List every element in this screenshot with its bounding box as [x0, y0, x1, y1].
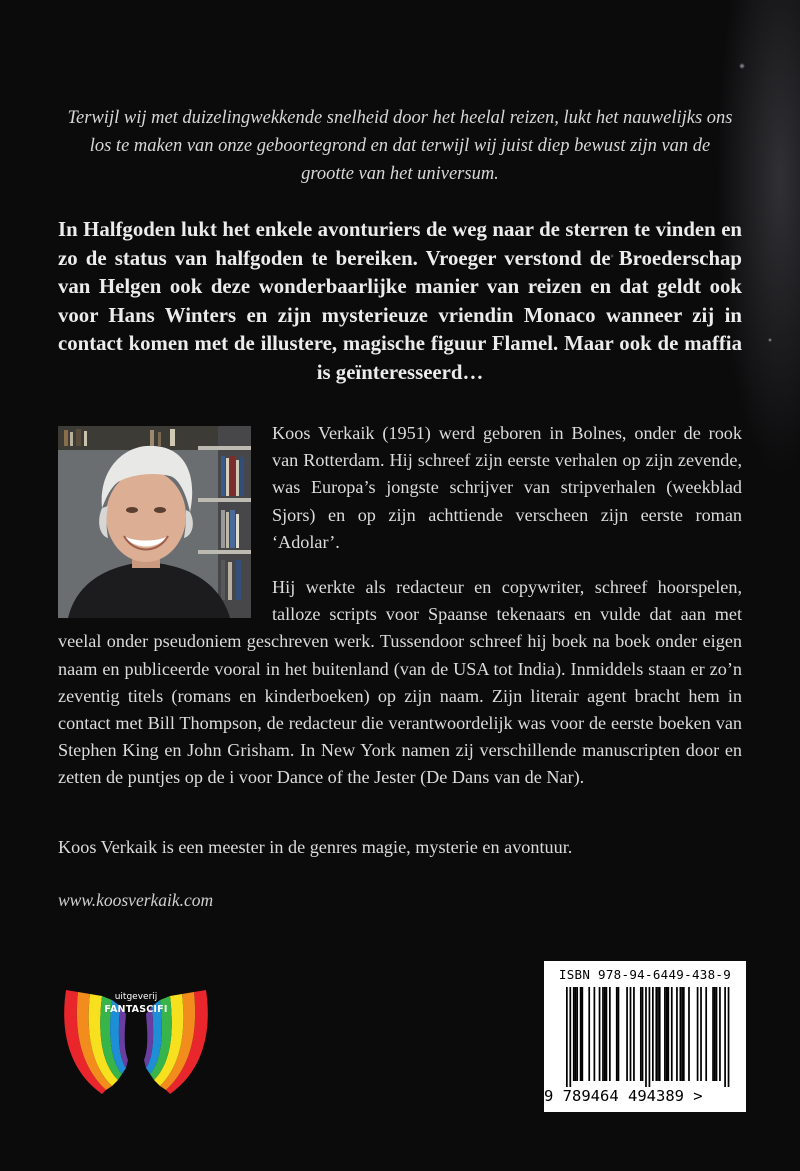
barcode-bar [659, 987, 661, 1081]
barcode-bar [681, 987, 683, 1081]
barcode-bar [642, 987, 644, 1081]
barcode-bar [705, 987, 707, 1081]
barcode-bar [630, 987, 632, 1081]
barcode-bar [666, 987, 668, 1081]
barcode-bar [618, 987, 620, 1081]
barcode-bar [652, 987, 654, 1081]
barcode-bar [569, 987, 571, 1087]
barcode-bar [645, 987, 647, 1087]
barcode-bar [700, 987, 702, 1081]
barcode-bar [640, 987, 642, 1081]
bio-paragraph-2: Hij werkte als redacteur en copywriter, schreef hoorspelen, talloze scripts voor Spaanse tekenaars en vulde dat aan met veelal onder pseudoniem geschreven werk. Tussendoor schreef hij boek na boek onder eigen naam en publiceerde vooral in het buitenland (van de USA tot India). Inmiddels staan er zo’n zeventig titels (romans en kinderboeken) op zijn naam. Zijn literair agent bracht hem in contact met Bill Thompson, de redacteur die verantwoordelijk was voor de eerste boeken van Stephen King en John Grisham. In New York namen zij verschillende manuscripten door en zetten de puntjes op de i voor Dance of the Jester (De Dans van de Nar). [58, 577, 742, 788]
barcode-icon [554, 987, 736, 1087]
barcode-bar [655, 987, 657, 1081]
barcode-bar [566, 987, 568, 1087]
barcode-bar [671, 987, 673, 1081]
barcode-bar [649, 987, 651, 1087]
isbn-label: ISBN 978-94-6449-438-9 [558, 967, 732, 982]
bio-paragraph-1: Koos Verkaik (1951) werd geboren in Bolnes, onder de rook van Rotterdam. Hij schreef zijn eerste verhalen op zijn zevende, was Europa’s jongste schrijver van stripverhalen (weekblad Sjors) en op zijn achttiende verscheen zijn eerste roman ‘Adolar’. [272, 423, 742, 552]
barcode-bar [581, 987, 583, 1081]
barcode-bar [588, 987, 590, 1081]
barcode-bar [580, 987, 582, 1081]
barcode-bar [724, 987, 726, 1087]
isbn-digits: 9 789464 494389 > [544, 1087, 703, 1105]
barcode-bar [573, 987, 575, 1081]
barcode-bar [599, 987, 601, 1081]
barcode-bar [676, 987, 678, 1081]
closing-statement: Koos Verkaik is een meester in de genres magie, mysterie en avontuur. [58, 837, 573, 857]
barcode-bar [683, 987, 685, 1081]
barcode-bar [576, 987, 578, 1081]
barcode-bar [716, 987, 718, 1081]
barcode-bar [609, 987, 611, 1081]
barcode-bar [602, 987, 604, 1081]
publisher-name: FANTASCIFI [104, 1004, 168, 1015]
barcode-bar [626, 987, 628, 1081]
publisher-label: uitgeverij [114, 992, 158, 1002]
author-bio [58, 420, 742, 810]
barcode-bar [575, 987, 577, 1081]
isbn-barcode-box [544, 961, 746, 1112]
barcode-bar [688, 987, 690, 1081]
rainbow-wings-icon [58, 970, 214, 1100]
barcode-bar [657, 987, 659, 1081]
barcode-bar [697, 987, 699, 1081]
barcode-bar [712, 987, 714, 1081]
barcode-bar [719, 987, 721, 1081]
barcode-bar [714, 987, 716, 1081]
intro-quote: Terwijl wij met duizelingwekkende snelheid door het heelal reizen, lukt het nauwelijks ons los te maken van onze geboortegrond en dat terwijl wij juist diep bewust zijn van de grootte van het universum. [67, 108, 733, 184]
barcode-bar [616, 987, 618, 1081]
author-website: www.koosverkaik.com [58, 890, 214, 910]
barcode-bar [604, 987, 606, 1081]
barcode-bar [680, 987, 682, 1081]
barcode-bar [728, 987, 730, 1087]
barcode-bar [606, 987, 608, 1081]
barcode-bar [667, 987, 669, 1081]
barcode-bar [594, 987, 596, 1081]
book-blurb: In Halfgoden lukt het enkele avonturiers de weg naar de sterren te vinden en zo de status van halfgoden te bereiken. Vroeger verstond de Broederschap van Helgen ook deze wonderbaarlijke manier van reizen en dat geldt ook voor Hans Winters en zijn mysterieuze vriendin Monaco wanneer zij in contact komen met de illustere, magische figuur Flamel. Maar ook de maffia is geïnteresseerd… [58, 218, 742, 384]
barcode-bar [633, 987, 635, 1081]
barcode-bar [664, 987, 666, 1081]
publisher-logo [58, 970, 214, 1100]
